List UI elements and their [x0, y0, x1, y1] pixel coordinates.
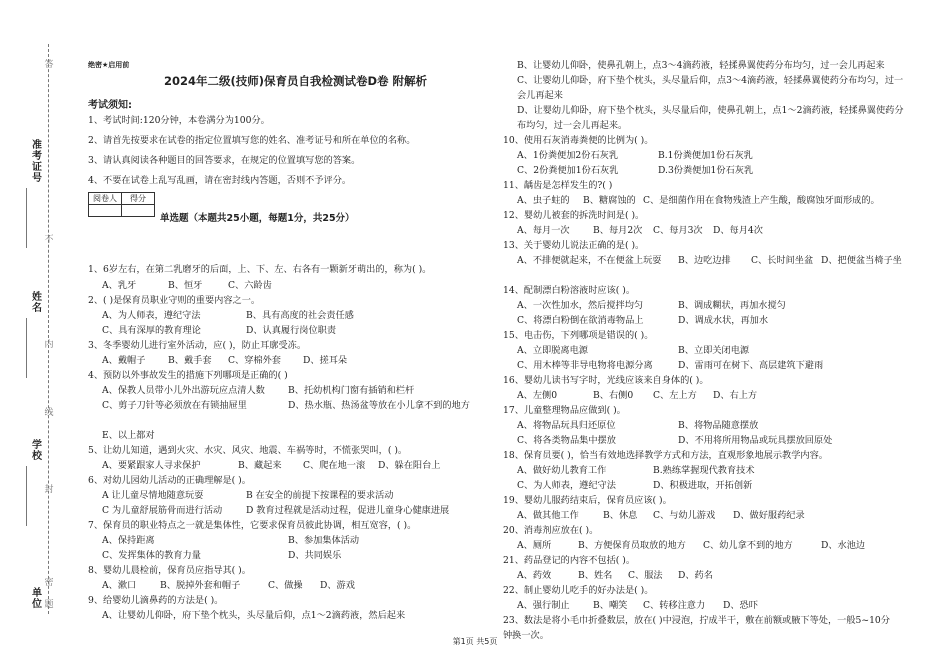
- notice-item: 3、请认真阅读各种题目的回答要求，在规定的位置填写您的答案。: [88, 155, 361, 166]
- question-stem: 1、6岁左右，在第二乳磨牙的后面，上、下、左、右各有一颗新牙萌出的，称为( )。: [88, 264, 432, 275]
- question-stem: 8、婴幼儿晨检前，保育员应指导其( )。: [88, 565, 251, 576]
- question-option[interactable]: C、穿棉外套: [228, 355, 281, 366]
- question-stem: 18、保育员要( )，恰当有效地选择教学方式和方法，直观形象地展示教学内容。: [503, 450, 828, 461]
- question-stem: 6、对幼儿园幼儿活动的正确理解是( )。: [88, 475, 251, 486]
- question-option[interactable]: B、边吃边排: [678, 255, 731, 266]
- reviewer-cell[interactable]: [89, 205, 122, 217]
- question-option[interactable]: B、脱掉外套和帽子: [160, 580, 241, 591]
- question-option[interactable]: C、为人师表，遵纪守法: [517, 480, 616, 491]
- question-option[interactable]: A、厕所: [517, 540, 552, 551]
- question-option[interactable]: C、让婴幼儿仰卧，府下垫个枕头，头尽量后仰，点3～4滴药液，轻揉鼻翼使药分布均匀，过一会儿再起来: [517, 75, 904, 101]
- page-footer: 第1页 共5页: [452, 637, 498, 646]
- question-stem: 2、( )是保育员职业守则的重要内容之一。: [88, 295, 261, 306]
- seal-line: [48, 44, 49, 614]
- question-option[interactable]: B、姓名: [578, 570, 613, 581]
- question-option[interactable]: C、服法: [628, 570, 663, 581]
- question-stem: 19、婴幼儿服药结束后，保育员应该( )。: [503, 495, 672, 506]
- question-option[interactable]: E、以上都对: [102, 430, 155, 441]
- unit-label: 单位: [32, 588, 42, 610]
- question-option[interactable]: A、1份粪便加2份石灰乳: [517, 150, 619, 161]
- question-option[interactable]: C、2份粪便加1份石灰乳: [517, 165, 619, 176]
- question-option[interactable]: A、做好幼儿教育工作: [517, 465, 607, 476]
- question-option[interactable]: A 让儿童尽情地随意玩耍: [102, 490, 204, 501]
- question-option[interactable]: B、每月2次: [593, 225, 643, 236]
- question-option[interactable]: D、不用将所用物品或玩具摆放回原处: [678, 435, 833, 446]
- question-option[interactable]: B 在安全的前提下按课程的要求活动: [246, 490, 394, 501]
- question-option[interactable]: C、六龄齿: [228, 280, 272, 291]
- question-option[interactable]: D、躲在阳台上: [378, 460, 441, 471]
- seal-mark: 密: [44, 578, 54, 588]
- question-option[interactable]: D、恐吓: [723, 600, 758, 611]
- question-option[interactable]: D、热水瓶、热汤盆等放在小儿拿不到的地方: [288, 400, 470, 411]
- question-option[interactable]: B、让婴幼儿仰卧，使鼻孔朝上，点3～4滴药液，轻揉鼻翼使药分布均匀，过一会儿再起来: [517, 60, 885, 71]
- school-field[interactable]: [26, 466, 27, 526]
- question-option[interactable]: A、一次性加水，然后搅拌均匀: [517, 300, 644, 311]
- question-option[interactable]: D、搓耳朵: [303, 355, 348, 366]
- question-option[interactable]: D、水池边: [821, 540, 866, 551]
- question-option[interactable]: C、左上方: [653, 390, 697, 401]
- question-option[interactable]: B、托幼机构门窗有插销和栏杆: [288, 385, 415, 396]
- exam-number-label: 准考证号: [32, 140, 42, 184]
- seal-mark: 封: [44, 485, 54, 495]
- question-stem: 10、使用石灰消毒粪便的比例为( )。: [503, 135, 654, 146]
- question-option[interactable]: B.1份粪便加1份石灰乳: [658, 150, 753, 161]
- seal-mark: 题: [44, 600, 54, 610]
- question-option[interactable]: B、方便保育员取放的地方: [578, 540, 686, 551]
- question-option[interactable]: B、参加集体活动: [288, 535, 360, 546]
- question-option[interactable]: B、恒牙: [168, 280, 203, 291]
- question-stem: 7、保育员的职业特点之一就是集体性，它要求保育员彼此协调，相互宽容，( )。: [88, 520, 417, 531]
- question-stem: 9、给婴幼儿滴鼻药的方法是( )。: [88, 595, 224, 606]
- question-option[interactable]: A、保教人员带小儿外出游玩应点清人数: [102, 385, 265, 396]
- secret-label: 绝密★启用前: [88, 61, 130, 69]
- question-option[interactable]: B、调成糊状，再加水搅匀: [678, 300, 786, 311]
- binding-strip: [0, 0, 60, 671]
- question-option[interactable]: D、每月4次: [713, 225, 763, 236]
- question-option[interactable]: D、右上方: [713, 390, 758, 401]
- question-option[interactable]: C、将漂白粉倒在欲消毒物品上: [517, 315, 644, 326]
- question-option[interactable]: D、药名: [678, 570, 713, 581]
- question-option[interactable]: C、长时间坐盆: [751, 255, 814, 266]
- question-option[interactable]: C、具有深厚的教育理论: [102, 325, 201, 336]
- question-option[interactable]: B、藏起来: [238, 460, 282, 471]
- seal-mark: 内: [44, 340, 54, 350]
- page-title: 2024年二级(技师)保育员自我检测试卷D卷 附解析: [163, 74, 428, 88]
- question-option[interactable]: A、虫子蛀的: [517, 195, 570, 206]
- question-option[interactable]: B、右侧0: [593, 390, 634, 401]
- score-header: 得分: [122, 193, 155, 205]
- score-table: [88, 192, 155, 217]
- question-option[interactable]: D、雷雨可在树下、高层建筑下避雨: [678, 360, 824, 371]
- question-option[interactable]: D、共同娱乐: [288, 550, 342, 561]
- question-option[interactable]: C、幼儿拿不到的地方: [703, 540, 793, 551]
- question-option[interactable]: D、积极进取，开拓创新: [653, 480, 753, 491]
- question-option[interactable]: C、转移注意力: [643, 600, 706, 611]
- question-option[interactable]: C、每月3次: [653, 225, 703, 236]
- question-stem: 12、婴幼儿被套的拆洗时间是( )。: [503, 210, 645, 221]
- question-stem: 17、儿童整理物品应做到( )。: [503, 405, 626, 416]
- question-option[interactable]: B、休息: [603, 510, 638, 521]
- name-label: 姓名: [32, 292, 42, 314]
- question-option[interactable]: A、保持距离: [102, 535, 155, 546]
- question-stem: 3、冬季婴幼儿进行室外活动，应( )，防止耳廓受冻。: [88, 340, 307, 351]
- question-stem: 23、数法是将小毛巾折叠数层，放在( )中浸泡，拧成半干，敷在前额或腋下等处，一般5~10分钟换一次。: [503, 615, 890, 641]
- notice-heading: 考试须知:: [88, 100, 132, 111]
- seal-mark: 线: [44, 408, 54, 418]
- question-stem: 5、让幼儿知道，遇到火灾、水灾、风灾、地震、车祸等时，不慌张哭叫，( )。: [88, 445, 408, 456]
- question-option[interactable]: A、戴帽子: [102, 355, 146, 366]
- question-option[interactable]: A、漱口: [102, 580, 137, 591]
- school-label: 学校: [32, 440, 42, 462]
- question-option[interactable]: B、具有高度的社会责任感: [246, 310, 354, 321]
- question-option[interactable]: A、不排便就起来，不在便盆上玩耍: [517, 255, 662, 266]
- question-option[interactable]: C、剪子刀针等必须放在有锁抽屉里: [102, 400, 247, 411]
- question-option[interactable]: D.3份粪便加1份石灰乳: [658, 165, 754, 176]
- question-stem: 21、药品登记的内容不包括( )。: [503, 555, 636, 566]
- question-option[interactable]: D、把便盆当椅子坐: [821, 255, 902, 266]
- question-option[interactable]: C 为儿童舒展筋骨而进行活动: [102, 505, 223, 516]
- question-option[interactable]: B、将物品随意摆放: [678, 420, 759, 431]
- question-option[interactable]: A、药效: [517, 570, 552, 581]
- question-option[interactable]: C、将各类物品集中摆放: [517, 435, 616, 446]
- question-stem: 4、预防以外事故发生的措施下列哪项是正确的( ): [88, 370, 288, 381]
- question-option[interactable]: B、立即关闭电源: [678, 345, 750, 356]
- question-option[interactable]: A、为人师表，遵纪守法: [102, 310, 201, 321]
- question-option[interactable]: B、嘲笑: [593, 600, 628, 611]
- question-option[interactable]: B、糖腐蚀的: [583, 195, 636, 206]
- notice-item: 1、考试时间:120分钟，本卷满分为100分。: [88, 115, 270, 126]
- question-option[interactable]: A、左侧0: [517, 390, 558, 401]
- question-option[interactable]: B、戴手套: [168, 355, 212, 366]
- question-option[interactable]: C、用木棒等非导电物将电源分离: [517, 360, 653, 371]
- question-option[interactable]: D 教育过程就是活动过程，促进儿童身心健康进展: [246, 505, 450, 516]
- question-option[interactable]: C、是细菌作用在食物残渣上产生酸，酸腐蚀牙面形成的。: [643, 195, 880, 206]
- reviewer-header: 阅卷人: [89, 193, 122, 205]
- question-option[interactable]: A、要紧跟家人寻求保护: [102, 460, 201, 471]
- question-option[interactable]: D、游戏: [320, 580, 355, 591]
- question-option[interactable]: C、与幼儿游戏: [653, 510, 716, 521]
- question-option[interactable]: A、将物品玩具归还原位: [517, 420, 616, 431]
- question-stem: 16、婴幼儿读书写字时，光线应该来自身体的( )。: [503, 375, 709, 386]
- seal-mark: 答: [44, 60, 54, 70]
- exam-number-field[interactable]: [26, 188, 27, 248]
- question-stem: 20、消毒剂应放在( )。: [503, 525, 599, 536]
- notice-item: 2、请首先按要求在试卷的指定位置填写您的姓名、准考证号和所在单位的名称。: [88, 135, 416, 146]
- question-option[interactable]: D、让婴幼儿仰卧，府下垫个枕头，头尽量后仰，使鼻孔朝上，点1～2滴药液，轻揉鼻翼使药分布均匀，过一会儿再起来。: [517, 105, 904, 131]
- question-option[interactable]: C、爬在地一滚: [303, 460, 366, 471]
- section-heading: 单选题（本题共25小题，每题1分，共25分）: [160, 213, 355, 224]
- question-option[interactable]: A、强行制止: [517, 600, 570, 611]
- question-stem: 14、配制漂白粉溶液时应该( )。: [503, 285, 636, 296]
- seal-mark: 不: [44, 235, 54, 245]
- question-stem: 15、电击伤，下列哪项是错误的( )。: [503, 330, 654, 341]
- question-option[interactable]: A、做其他工作: [517, 510, 579, 521]
- notice-item: 4、不要在试卷上乱写乱画，请在密封线内答题，否则不予评分。: [88, 175, 352, 186]
- question-stem: 13、关于婴幼儿说法正确的是( )。: [503, 240, 645, 251]
- name-field[interactable]: [26, 318, 27, 378]
- question-option[interactable]: A、让婴幼儿仰卧，府下垫个枕头，头尽量后仰，点1～2滴药液，然后起来: [102, 610, 406, 621]
- question-option[interactable]: C、做操: [268, 580, 303, 591]
- question-stem: 11、龋齿是怎样发生的?( ): [503, 180, 613, 191]
- question-stem: 22、制止婴幼儿吃手的好办法是( )。: [503, 585, 654, 596]
- question-option[interactable]: A、立即脱离电源: [517, 345, 588, 356]
- question-option[interactable]: D、做好服药纪录: [733, 510, 805, 521]
- question-option[interactable]: D、调成水状，再加水: [678, 315, 769, 326]
- question-option[interactable]: D、认真履行岗位职责: [246, 325, 337, 336]
- question-option[interactable]: B.熟练掌握现代教育技术: [653, 465, 755, 476]
- question-option[interactable]: A、乳牙: [102, 280, 137, 291]
- score-cell[interactable]: [122, 205, 155, 217]
- question-option[interactable]: C、发挥集体的教育力量: [102, 550, 201, 561]
- question-option[interactable]: A、每月一次: [517, 225, 570, 236]
